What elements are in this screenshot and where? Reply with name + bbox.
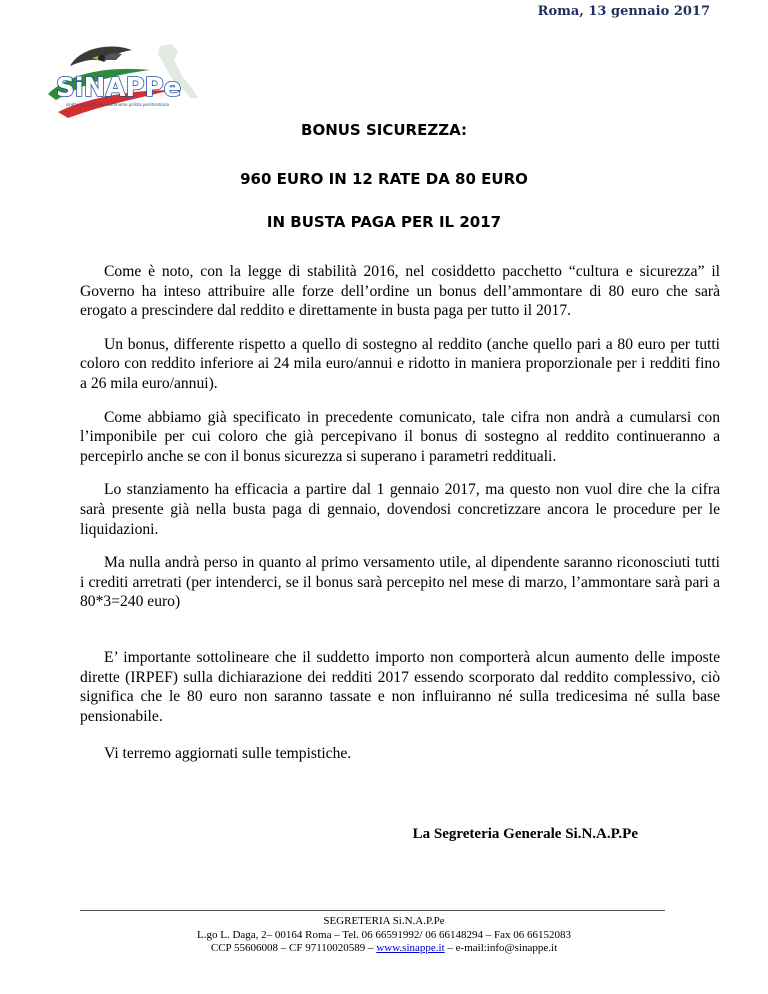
signature: La Segreteria Generale Si.N.A.P.Pe [412,826,638,842]
paragraph-3: Come abbiamo già specificato in precedente comunicato, tale cifra non andrà a cumularsi con l’imponibile per cui coloro che già percepivano il bonus di sostegno al reddito continueranno a percepirlo anche se con il bonus sicurezza si superano i parametri reddituali. [80,408,720,465]
paragraph-5: Ma nulla andrà perso in quanto al primo versamento utile, al dipendente saranno riconosciuti tutti i crediti arretrati (per intenderci, se il bonus sarà percepito nel mese di marzo, l’ammontare sarà pari a 80*3=240 euro) [80,554,720,611]
logo-graphic [40,36,210,118]
footer [0,915,768,956]
footer-divider [80,910,665,911]
paragraph-2: Un bonus, differente rispetto a quello di sostegno al reddito (anche quello pari a 80 euro per tutti coloro con reddito inferiore ai 24 mila euro/annui e ridotto in maniera proporzionale per i redditi fino a 26 mila euro/annui). [80,335,720,392]
paragraph-1: Come è noto, con la legge di stabilità 2016, nel cosiddetto pacchetto “cultura e sicurezza” il Governo ha inteso attribuire alle forze dell’ordine un bonus dell’ammontare di 80 euro che sarà erogato a prescindere dal reddito e direttamente in busta paga per tutto il 2017. [80,263,720,320]
paragraph-6: E’ importante sottolineare che il suddetto importo non comporterà alcun aumento delle imposte dirette (IRPEF) sulla dichiarazione dei redditi 2017 essendo scorporato dal reddito complessivo, ciò significa che le 80 euro non saranno tassate e non influiranno né sulla tredicesima né sulla base pensionabile. [80,648,720,725]
footer-line-1: SEGRETERIA Si.N.A.P.Pe [323,915,445,927]
eagle-icon [70,47,132,66]
body-text [80,262,720,778]
sinappe-logo [40,36,210,118]
footer-line-2: L.go L. Daga, 2– 00164 Roma – Tel. 06 66591992/ 06 66148294 – Fax 06 66152083 [197,928,571,941]
document-date: Roma, 13 gennaio 2017 [537,4,710,19]
paragraph-4: Lo stanziamento ha efficacia a partire dal 1 gennaio 2017, ma questo non vuol dire che la cifra sarà presente già nella busta paga di gennaio, dovendosi concretizzare ancora le procedure per le liquidazioni. [80,481,720,538]
logo-tagline: sindacato nazionale autonomo polizia penitenziaria [66,102,169,107]
paragraph-7: Vi terremo aggiornati sulle tempistiche. [104,745,352,763]
website-link[interactable]: www.sinappe.it [376,942,445,954]
logo-text: SiNAPPe [56,73,182,103]
title-line-2: 960 EURO IN 12 RATE DA 80 EURO [240,170,528,188]
footer-line-3 [0,942,768,956]
footer-email: – e-mail:info@sinappe.it [444,942,558,954]
footer-ccp-cf: CCP 55606008 – CF 97110020589 – [210,942,377,954]
title-line-3: IN BUSTA PAGA PER IL 2017 [266,213,502,231]
title-line-1: BONUS SICUREZZA: [301,121,467,139]
